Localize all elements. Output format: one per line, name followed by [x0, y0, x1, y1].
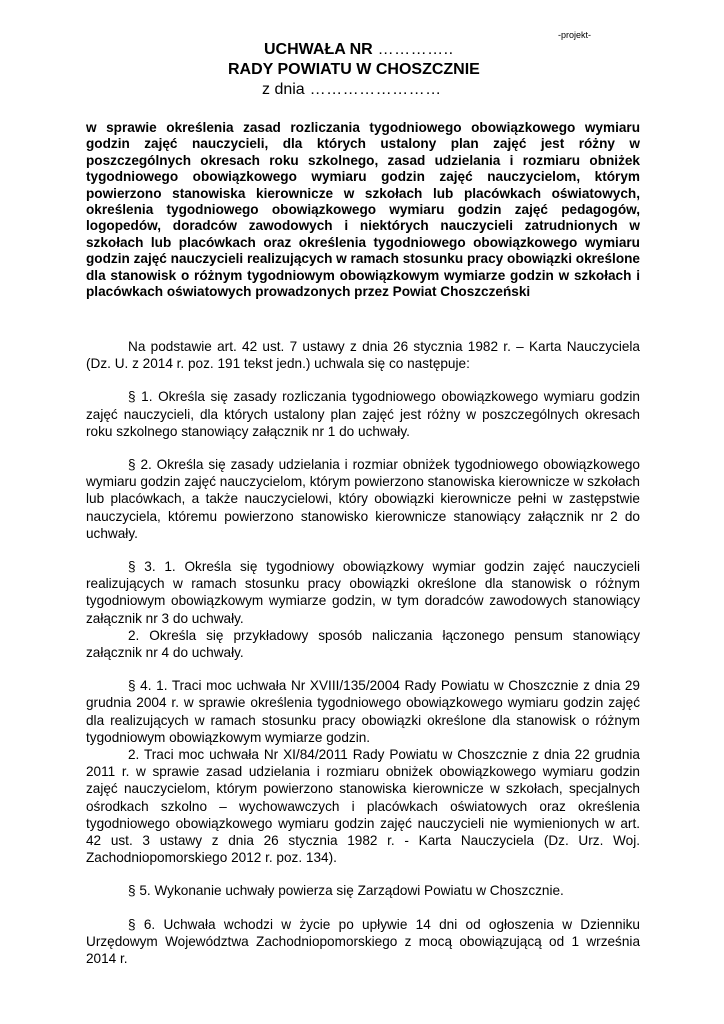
resolution-date	[262, 80, 724, 100]
resolution-body	[86, 338, 640, 967]
resolution-title	[264, 40, 724, 60]
resolution-title-prefix: UCHWAŁA NR	[264, 41, 373, 58]
draft-mark: -projekt-	[558, 30, 592, 40]
date-prefix: z dnia	[262, 81, 305, 98]
council-name: RADY POWIATU W CHOSZCZNIE	[228, 61, 480, 78]
section-4-1-paragraph: § 4. 1. Traci moc uchwała Nr XVIII/135/2004 Rady Powiatu w Choszcznie z dnia 29 grudnia 2004 r. w sprawie określenia tygodniowego obowiązkowego wymiaru godzin zajęć dla realizujących w ramach stosunku pracy obowiązki określone dla stanowisk o różnym tygodniowym obowiązkowym wymiarze godzin.	[86, 678, 640, 745]
resolution-number-placeholder: …………..	[372, 41, 454, 58]
section-1-paragraph: § 1. Określa się zasady rozliczania tygodniowego obowiązkowego wymiaru godzin zajęć nauczycieli, dla których ustalony plan zajęć jest różny w poszczególnych okresach roku szkolnego stanowiący załącznik nr 1 do uchwały.	[86, 389, 640, 439]
section-3-2-paragraph: 2. Określa się przykładowy sposób naliczania łączonego pensum stanowiący załącznik nr 4 do uchwały.	[86, 627, 640, 661]
date-placeholder: ……………………	[304, 81, 442, 98]
section-4-2-paragraph: 2. Traci moc uchwała Nr XI/84/2011 Rady Powiatu w Choszcznie z dnia 22 grudnia 2011 r. w sprawie zasad udzielania i rozmiaru obniżek obowiązkowego wymiaru godzin zajęć nauczycielom, którym powierzono stanowiska kierownicze w szkołach, specjalnych ośrodkach szkolno – wychowawczych i placówkach oświatowych oraz określenia tygodniowego obowiązkowego wymiaru godzin zajęć nauczycieli nie wymienionych w art. 42 ust. 3 ustawy z dnia 26 stycznia 1982 r. - Karta Nauczyciela (Dz. Urz. Woj. Zachodniopomorskiego 2012 r. poz. 134).	[86, 747, 640, 866]
section-6-paragraph: § 6. Uchwała wchodzi w życie po upływie 14 dni od ogłoszenia w Dzienniku Urzędowym Województwa Zachodniopomorskiego z mocą obowiązującą od 1 września 2014 r.	[86, 916, 640, 967]
section-2-paragraph: § 2. Określa się zasady udzielania i rozmiar obniżek tygodniowego obowiązkowego wymiaru godzin zajęć nauczycielom, którym powierzono stanowiska kierownicze w szkołach lub placówkach, a także nauczycielowi, który obowiązki kierownicze pełni w zastępstwie nauczyciela, któremu powierzono stanowisko kierownicze stanowiący załącznik nr 2 do uchwały.	[86, 457, 640, 541]
resolution-header	[0, 40, 724, 100]
section-3-1-paragraph: § 3. 1. Określa się tygodniowy obowiązkowy wymiar godzin zajęć nauczycieli realizujących w ramach stosunku pracy obowiązki określone dla stanowisk o różnym tygodniowym obowiązkowym wymiarze godzin, w tym doradców zawodowych stanowiący załącznik nr 3 do uchwały.	[86, 559, 640, 626]
legal-basis-paragraph: Na podstawie art. 42 ust. 7 ustawy z dnia 26 stycznia 1982 r. – Karta Nauczyciela (Dz. U. z 2014 r. poz. 191 tekst jedn.) uchwala się co następuje:	[86, 339, 640, 372]
resolution-subject: w sprawie określenia zasad rozliczania tygodniowego obowiązkowego wymiaru godzin zajęć nauczycieli, dla których ustalony plan zajęć jest różny w poszczególnych okresach roku szkolnego, zasad udzielania i rozmiaru obniżek tygodniowego obowiązkowego wymiaru godzin zajęć nauczycielom, którym powierzono stanowiska kierownicze w szkołach lub placówkach oświatowych, określenia tygodniowego obowiązkowego wymiaru godzin zajęć pedagogów, logopedów, doradców zawodowych i niektórych nauczycieli zatrudnionych w szkołach lub placówkach oraz określenia tygodniowego obowiązkowego wymiaru godzin zajęć nauczycieli realizujących w ramach stosunku pracy obowiązki określone dla stanowisk o różnym tygodniowym obowiązkowym wymiarze godzin w szkołach i placówkach oświatowych prowadzonych przez Powiat Choszczeński	[86, 120, 640, 300]
section-5-paragraph: § 5. Wykonanie uchwały powierza się Zarządowi Powiatu w Choszcznie.	[128, 883, 564, 899]
